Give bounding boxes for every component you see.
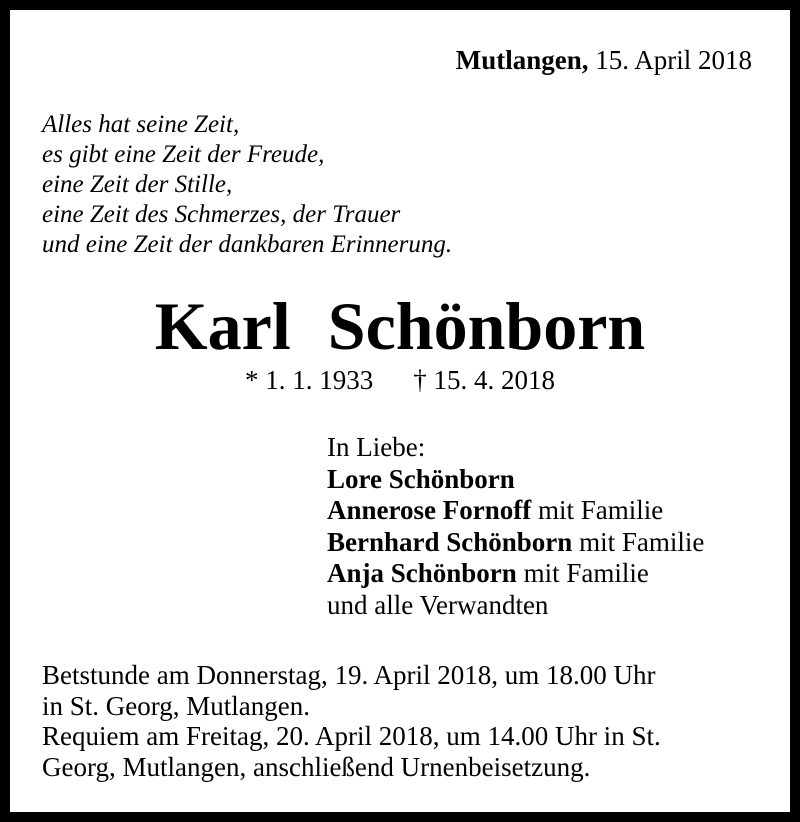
service-line: in St. Georg, Mutlangen. <box>42 690 310 721</box>
service-line: Georg, Mutlangen, anschließend Urnenbeisetzung. <box>42 751 591 782</box>
place-name: Mutlangen, <box>455 45 589 75</box>
mourner-entry <box>327 495 704 527</box>
mourner-entry <box>327 527 704 559</box>
service-details <box>42 660 661 782</box>
mourner-name: Annerose Fornoff <box>327 495 532 525</box>
verse-line: eine Zeit des Schmerzes, der Trauer <box>42 201 401 228</box>
verse-line: und eine Zeit der dankbaren Erinnerung. <box>42 231 453 258</box>
memorial-verse <box>42 110 452 260</box>
mourner-name: Bernhard Schönborn <box>327 526 573 557</box>
mourners-closing: und alle Verwandten <box>327 589 549 620</box>
mourner-suffix: mit Familie <box>572 526 705 557</box>
mourner-suffix: mit Familie <box>516 558 649 588</box>
mourners-list <box>327 432 704 621</box>
mourner-name: Lore Schönborn <box>327 463 515 494</box>
mourner-entry <box>327 464 704 496</box>
verse-line: eine Zeit der Stille, <box>42 171 233 198</box>
deceased-name: Karl Schönborn <box>154 288 646 364</box>
death-date: † 15. 4. 2018 <box>413 365 555 395</box>
service-line: Requiem am Freitag, 20. April 2018, um 14.00 Uhr in St. <box>42 721 661 751</box>
verse-line: es gibt eine Zeit der Freude, <box>42 141 325 168</box>
mourners-intro: In Liebe: <box>327 432 426 462</box>
life-dates <box>10 364 790 396</box>
birth-date: * 1. 1. 1933 <box>245 365 374 395</box>
service-line: Betstunde am Donnerstag, 19. April 2018, um 18.00 Uhr <box>42 660 656 690</box>
notice-date: 15. April 2018 <box>595 45 752 75</box>
verse-line: Alles hat seine Zeit, <box>42 111 240 138</box>
mourner-suffix: mit Familie <box>531 495 664 525</box>
mourner-name: Anja Schönborn <box>327 558 517 588</box>
place-date-line <box>456 44 752 76</box>
mourner-entry <box>327 558 704 590</box>
